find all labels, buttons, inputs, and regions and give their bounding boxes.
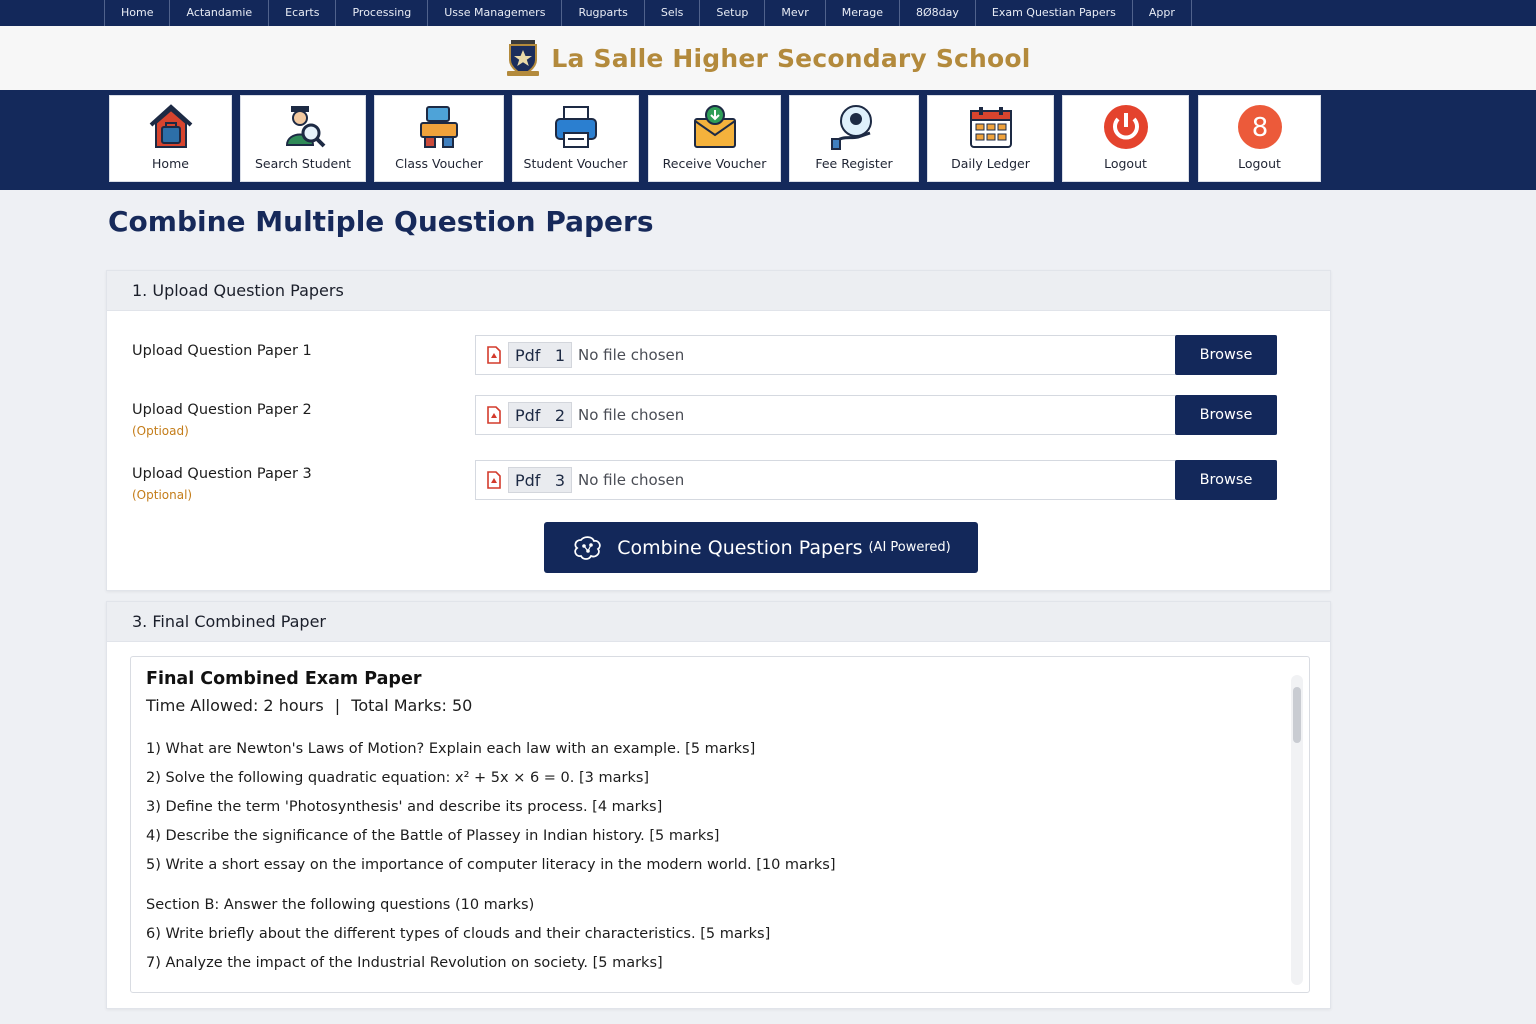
file-input-3[interactable] <box>475 460 1277 500</box>
school-crest-icon <box>505 38 541 78</box>
logout-8-icon <box>1235 102 1285 152</box>
combine-button-label: Combine Question Papers <box>617 536 863 559</box>
browse-button-3[interactable]: Browse <box>1175 460 1277 500</box>
menu-setup[interactable]: Setup <box>699 0 764 26</box>
upload-row-label-3 <box>132 466 312 502</box>
tile-label: Daily Ledger <box>951 156 1030 171</box>
pdf-tag-text: Pdf <box>515 470 541 490</box>
final-paper-output[interactable] <box>130 656 1310 993</box>
envelope-icon <box>690 102 740 152</box>
tile-label: Class Voucher <box>395 156 483 171</box>
printer-icon <box>551 102 601 152</box>
tile-search-student[interactable] <box>240 95 366 182</box>
file-status: No file chosen <box>578 471 685 489</box>
tile-label: Home <box>152 156 189 171</box>
school-header <box>0 26 1536 90</box>
file-input-1[interactable] <box>475 335 1277 375</box>
question-text: Write briefly about the different types of clouds and their characteristics. [5 marks] <box>165 926 771 942</box>
pdf-tag-text: Pdf <box>515 345 541 365</box>
section-b-heading: Section B: Answer the following questions (10 marks) <box>146 897 535 913</box>
final-paper-panel <box>106 601 1331 1009</box>
menu-home[interactable]: Home <box>104 0 169 26</box>
pdf-tag-number: 1 <box>554 345 565 365</box>
ai-brain-icon <box>571 534 605 562</box>
house-icon <box>146 102 196 152</box>
question-text: Solve the following quadratic equation: x² + 5x × 6 = 0. [3 marks] <box>165 770 650 786</box>
calendar-icon <box>966 102 1016 152</box>
question-text: Define the term 'Photosynthesis' and describe its process. [4 marks] <box>165 799 663 815</box>
tile-label: Receive Voucher <box>662 156 767 171</box>
browse-button-1[interactable]: Browse <box>1175 335 1277 375</box>
question-number: 3) <box>146 799 161 815</box>
pdf-file-icon <box>486 471 502 489</box>
tile-receive-voucher[interactable] <box>648 95 781 182</box>
combine-question-papers-button[interactable] <box>544 522 978 573</box>
time-allowed: Time Allowed: 2 hours <box>146 696 324 715</box>
pdf-tag-number: 3 <box>554 470 565 490</box>
final-paper-title: Final Combined Exam Paper <box>146 669 422 689</box>
question-item <box>146 764 1287 793</box>
pdf-tag <box>508 342 572 368</box>
output-scrollbar[interactable] <box>1291 675 1303 985</box>
top-menu <box>0 0 1536 26</box>
question-number: 2) <box>146 770 161 786</box>
tile-label: Logout <box>1238 156 1281 171</box>
tile-label: Search Student <box>254 156 352 171</box>
question-text: Analyze the impact of the Industrial Revolution on society. [5 marks] <box>165 955 663 971</box>
question-number: 5) <box>146 857 161 873</box>
pdf-tag <box>508 467 572 493</box>
tile-logout-secondary[interactable] <box>1198 95 1321 182</box>
optional-note: (Optioad) <box>132 424 189 438</box>
search-student-icon <box>278 102 328 152</box>
upload-label: Upload Question Paper 3 <box>132 466 312 482</box>
school-name: La Salle Higher Secondary School <box>551 43 1031 73</box>
menu-user-management[interactable]: Usse Managemers <box>427 0 561 26</box>
final-paper-content <box>146 669 1287 978</box>
upload-label: Upload Question Paper 1 <box>132 343 312 359</box>
optional-note: (Optional) <box>132 488 193 502</box>
tile-fee-register[interactable] <box>789 95 919 182</box>
question-text: What are Newton's Laws of Motion? Explain each law with an example. [5 marks] <box>165 741 756 757</box>
file-status: No file chosen <box>578 346 685 364</box>
menu-reports[interactable]: Rugparts <box>561 0 643 26</box>
menu-events[interactable]: Ecarts <box>268 0 335 26</box>
svg-text:8: 8 <box>1251 113 1268 143</box>
tile-logout[interactable] <box>1062 95 1189 182</box>
question-number: 6) <box>146 926 161 942</box>
question-text: Describe the significance of the Battle of Plassey in Indian history. [5 marks] <box>165 828 720 844</box>
pdf-tag <box>508 402 572 428</box>
tile-student-voucher[interactable] <box>512 95 639 182</box>
menu-sms[interactable]: Sels <box>644 0 700 26</box>
menu-message[interactable]: Merage <box>825 0 899 26</box>
tile-class-voucher[interactable] <box>374 95 504 182</box>
tile-label: Student Voucher <box>523 156 628 171</box>
tile-daily-ledger[interactable] <box>927 95 1054 182</box>
tile-label: Logout <box>1104 156 1147 171</box>
quick-access-bar <box>0 90 1536 190</box>
question-text: Write a short essay on the importance of computer literacy in the modern world. [10 marks] <box>165 857 836 873</box>
pdf-file-icon <box>486 346 502 364</box>
final-paper-meta <box>146 696 1287 715</box>
question-item <box>146 949 1287 978</box>
question-item <box>146 822 1287 851</box>
question-list <box>146 735 1287 880</box>
power-icon <box>1101 102 1151 152</box>
pdf-tag-text: Pdf <box>515 405 541 425</box>
question-item <box>146 735 1287 764</box>
menu-processing[interactable]: Processing <box>335 0 427 26</box>
pdf-tag-number: 2 <box>554 405 565 425</box>
question-number: 7) <box>146 955 161 971</box>
final-panel-header: 3. Final Combined Paper <box>107 602 1330 642</box>
upload-label: Upload Question Paper 2 <box>132 402 312 418</box>
question-item <box>146 851 1287 880</box>
menu-attendance[interactable]: Actandamie <box>169 0 268 26</box>
menu-app[interactable]: Appr <box>1132 0 1192 26</box>
tile-label: Fee Register <box>815 156 893 171</box>
combine-button-sublabel: (AI Powered) <box>868 540 951 555</box>
total-marks: Total Marks: 50 <box>351 696 473 715</box>
menu-birthday[interactable]: 8Ø8day <box>899 0 975 26</box>
question-item <box>146 920 1287 949</box>
file-status: No file chosen <box>578 406 685 424</box>
question-list-b <box>146 920 1287 978</box>
file-input-2[interactable] <box>475 395 1277 435</box>
tile-home[interactable] <box>109 95 232 182</box>
scrollbar-thumb[interactable] <box>1293 687 1301 743</box>
fee-register-icon <box>829 102 879 152</box>
upload-row-label-2 <box>132 402 312 438</box>
question-number: 4) <box>146 828 161 844</box>
class-voucher-icon <box>414 102 464 152</box>
upload-panel <box>106 270 1331 591</box>
question-item <box>146 793 1287 822</box>
menu-mevr[interactable]: Mevr <box>764 0 824 26</box>
menu-exam-question-papers[interactable]: Exam Questian Papers <box>975 0 1132 26</box>
page-title: Combine Multiple Question Papers <box>108 205 654 238</box>
meta-separator: | <box>334 696 341 715</box>
browse-button-2[interactable]: Browse <box>1175 395 1277 435</box>
question-number: 1) <box>146 741 161 757</box>
pdf-file-icon <box>486 406 502 424</box>
upload-row-label-1 <box>132 343 312 359</box>
upload-panel-header: 1. Upload Question Papers <box>107 271 1330 311</box>
